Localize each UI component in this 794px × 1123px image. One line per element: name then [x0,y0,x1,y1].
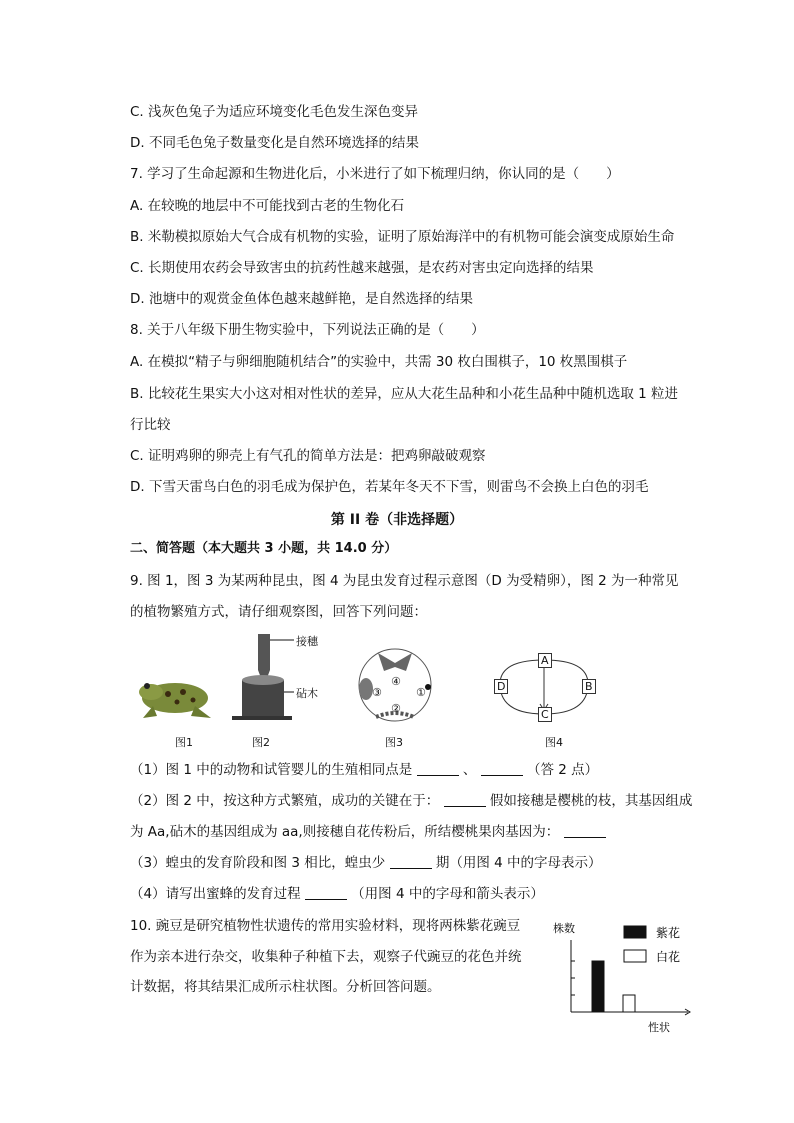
frog-figure [133,668,217,722]
section-title: 第 II 卷（非选择题） [330,512,464,528]
stage-1-marker: ① [416,686,426,699]
x-axis-label: 性状 [648,1021,670,1034]
node-c: C [538,707,552,722]
legend-label: 紫花 [656,926,681,940]
subquestion-3: （3）蝗虫的发育阶段和图 3 相比，蝗虫少 期（用图 4 中的字母表示） [130,855,602,871]
q8-option-d: D. 下雪天雷鸟白色的羽毛成为保护色，若某年冬天不下雪，则雷鸟不会换上白色的羽毛 [130,479,649,495]
scion-label: 接穗 [296,635,318,648]
stage-4-marker: ④ [391,675,401,688]
legend-swatch [624,926,646,938]
q8-option-b-cont: 行比较 [130,417,171,433]
answer-blank[interactable] [305,887,347,900]
answer-blank[interactable] [417,763,459,776]
flower-color-bar-chart [548,918,708,1038]
node-d: D [494,679,508,694]
q7-option-c: C. 长期使用农药会导致害虫的抗药性越来越强，是农药对害虫定向选择的结果 [130,260,594,276]
q7-option-d: D. 池塘中的观赏金鱼体色越来越鲜艳，是自然选择的结果 [130,291,473,307]
grafting-figure [228,630,338,722]
option-c: C. 浅灰色兔子为适应环境变化毛色发生深色变异 [130,104,419,120]
fig1-caption: 图1 [175,736,193,749]
subquestion-2: （2）图 2 中，按这种方式繁殖，成功的关键在于： 假如接穗是樱桃的枝，其基因组成 [130,793,693,809]
option-d: D. 不同毛色兔子数量变化是自然环境选择的结果 [130,135,419,151]
subquestion-1: （1）图 1 中的动物和试管婴儿的生殖相同点是 、 （答 2 点） [130,762,599,778]
answer-blank[interactable] [481,763,523,776]
fig3-caption: 图3 [385,736,403,749]
subquestion-4: （4）请写出蜜蜂的发育过程 （用图 4 中的字母和箭头表示） [130,886,544,902]
q8-option-c: C. 证明鸡卵的卵壳上有气孔的简单方法是：把鸡卵敲破观察 [130,448,486,464]
bar-white-flower [623,995,635,1012]
question-7: 7. 学习了生命起源和生物进化后，小米进行了如下梳理归纳，你认同的是（ ） [130,166,620,182]
q7-option-b: B. 米勒模拟原始大气合成有机物的实验，证明了原始海洋中的有机物可能会演变成原始生命 [130,229,675,245]
q8-option-a: A. 在模拟“精子与卵细胞随机结合”的实验中，共需 30 枚白围棋子，10 枚黑围棋子 [130,354,628,370]
fig2-caption: 图2 [252,736,270,749]
answer-blank[interactable] [390,856,432,869]
stage-3-marker: ③ [372,686,382,699]
question-10: 10. 豌豆是研究植物性状遗传的常用实验材料，现将两株紫花豌豆 [130,918,521,934]
rootstock-label: 砧木 [296,687,318,700]
stage-2-marker: ② [391,702,401,715]
question-9: 9. 图 1，图 3 为某两种昆虫，图 4 为昆虫发育过程示意图（D 为受精卵），图 2 为一种常见 [130,573,679,589]
section-heading: 二、简答题（本大题共 3 小题，共 14.0 分） [130,541,398,556]
fig4-caption: 图4 [545,736,563,749]
q8-option-b: B. 比较花生果实大小这对相对性状的差异，应从大花生品种和小花生品种中随机选取 1 粒进 [130,386,679,402]
legend-swatch [624,950,646,962]
question-8: 8. 关于八年级下册生物实验中，下列说法正确的是（ ） [130,322,485,338]
legend-label: 白花 [656,950,681,964]
question-9-cont: 的植物繁殖方式，请仔细观察图，回答下列问题： [130,604,427,620]
y-axis-label: 株数 [553,922,575,935]
question-10-cont2: 计数据，将其结果汇成所示柱状图。分析回答问题。 [130,979,441,995]
answer-blank[interactable] [444,794,486,807]
answer-blank[interactable] [564,825,606,838]
bar-purple-flower [592,961,604,1012]
q7-option-a: A. 在较晚的地层中不可能找到古老的生物化石 [130,198,405,214]
node-b: B [582,679,596,694]
question-10-cont: 作为亲本进行杂交，收集种子种植下去，观察子代豌豆的花色并统 [130,949,522,965]
node-a: A [538,653,552,668]
subquestion-2-cont: 为 Aa,砧木的基因组成为 aa,则接穗自花传粉后，所结樱桃果肉基因为： [130,822,606,842]
